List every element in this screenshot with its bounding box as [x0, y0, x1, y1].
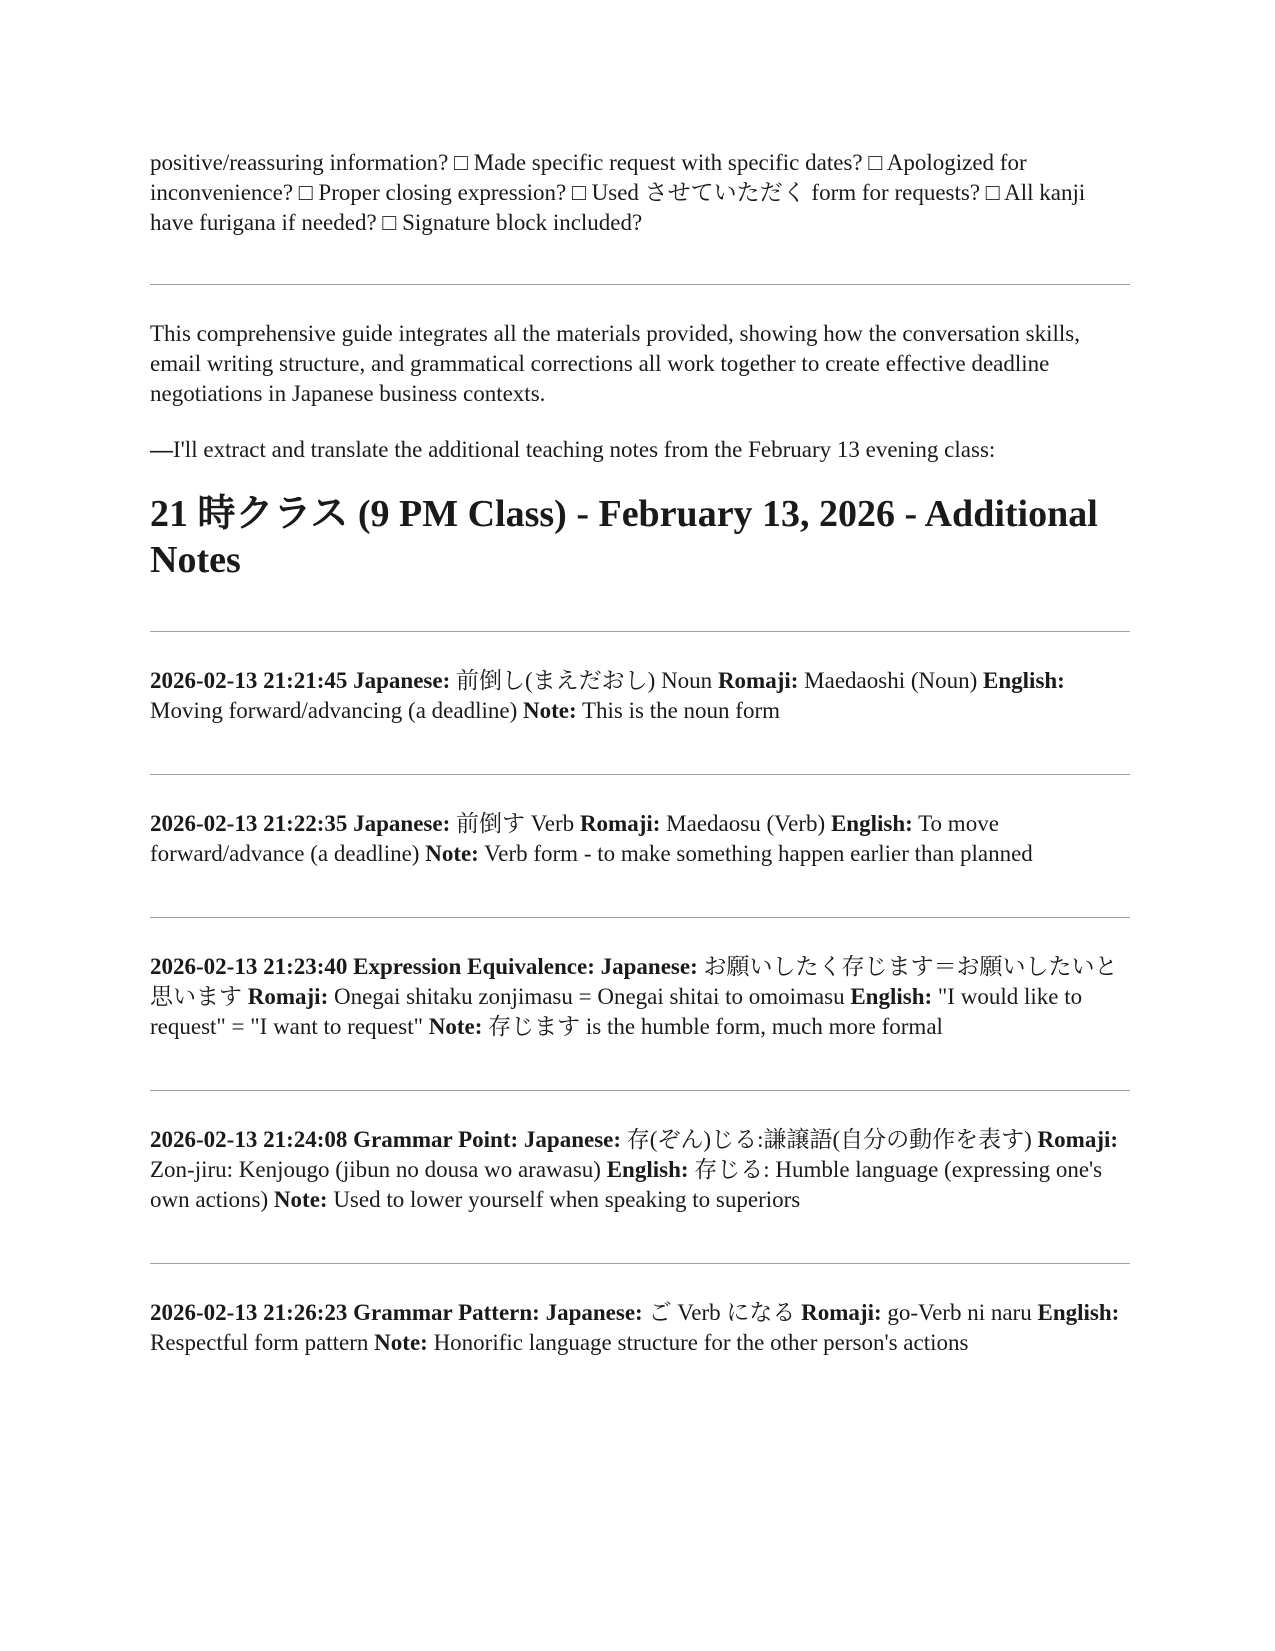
- note-entry: [150, 1125, 1130, 1215]
- entry-japanese: 前倒す Verb: [450, 811, 580, 836]
- romaji-label: Romaji:: [247, 984, 329, 1009]
- checklist-paragraph: positive/reassuring information? □ Made specific request with specific dates? □ Apologized for inconvenience? □ Proper closing expression? □ Used させていただく form for requests? □ All kanji have furigana if needed? □ Signature block included?: [150, 150, 1086, 235]
- entry-english: To move forward/advance (a deadline): [150, 811, 999, 866]
- entry-english: 存じる: Humble language (expressing one's own actions): [150, 1157, 1103, 1212]
- romaji-label: Romaji:: [717, 668, 799, 693]
- document-page: [150, 148, 1130, 1358]
- entry-english: "I would like to request" = "I want to request": [150, 984, 1083, 1039]
- divider: [150, 1090, 1130, 1091]
- entry-japanese: お願いしたく存じます＝お願いしたいと思います: [150, 954, 1118, 1009]
- entry-note: Used to lower yourself when speaking to superiors: [327, 1187, 801, 1212]
- english-label: English:: [850, 984, 933, 1009]
- english-label: English:: [983, 668, 1065, 693]
- entry-timestamp: 2026-02-13 21:22:35 Japanese:: [150, 811, 451, 836]
- entry-japanese: ご Verb になる: [642, 1300, 802, 1325]
- note-entry: [150, 1298, 1130, 1358]
- divider: [150, 284, 1130, 285]
- entry-note: Honorific language structure for the other person's actions: [427, 1330, 969, 1355]
- entry-english: Moving forward/advancing (a deadline): [150, 698, 523, 723]
- em-dash: —: [150, 437, 173, 462]
- entry-timestamp: 2026-02-13 21:24:08 Grammar Point: Japanese:: [150, 1127, 622, 1152]
- divider: [150, 917, 1130, 918]
- entry-romaji: go-Verb ni naru: [881, 1300, 1038, 1325]
- entry-japanese: 前倒し(まえだおし) Noun: [450, 668, 718, 693]
- note-label: Note:: [522, 698, 577, 723]
- note-entry: [150, 809, 1130, 869]
- entry-romaji: Onegai shitaku zonjimasu = Onegai shitai to omoimasu: [328, 984, 851, 1009]
- note-label: Note:: [273, 1187, 328, 1212]
- note-label: Note:: [428, 1014, 483, 1039]
- entry-timestamp: 2026-02-13 21:21:45 Japanese:: [150, 668, 451, 693]
- note-entry: [150, 952, 1130, 1042]
- section-heading: 21 時クラス (9 PM Class) - February 13, 2026 - Additional Notes: [150, 493, 1098, 581]
- note-entry: [150, 666, 1130, 726]
- entry-timestamp: 2026-02-13 21:26:23 Grammar Pattern: Japanese:: [150, 1300, 643, 1325]
- note-label: Note:: [425, 841, 479, 866]
- romaji-label: Romaji:: [579, 811, 661, 836]
- english-label: English:: [830, 811, 913, 836]
- intro-paragraph: [150, 435, 1130, 465]
- entry-romaji: Maedaosu (Verb): [660, 811, 831, 836]
- entry-timestamp: 2026-02-13 21:23:40 Expression Equivalence: Japanese:: [150, 954, 698, 979]
- romaji-label: Romaji:: [1037, 1127, 1119, 1152]
- summary-paragraph: This comprehensive guide integrates all the materials provided, showing how the conversation skills, email writing structure, and grammatical corrections all work together to create effective deadline negotiations in Japanese business contexts.: [150, 321, 1081, 406]
- english-label: English:: [1037, 1300, 1120, 1325]
- note-label: Note:: [374, 1330, 428, 1355]
- entry-note: This is the noun form: [576, 698, 780, 723]
- divider: [150, 1263, 1130, 1264]
- divider: [150, 631, 1130, 632]
- divider: [150, 774, 1130, 775]
- entry-romaji: Zon-jiru: Kenjougo (jibun no dousa wo arawasu): [150, 1157, 607, 1182]
- entry-note: Verb form - to make something happen earlier than planned: [478, 841, 1033, 866]
- romaji-label: Romaji:: [801, 1300, 882, 1325]
- entry-japanese: 存(ぞん)じる:謙譲語(自分の動作を表す): [621, 1127, 1038, 1152]
- intro-text: I'll extract and translate the additional teaching notes from the February 13 evening class:: [173, 437, 996, 462]
- entry-note: 存じます is the humble form, much more formal: [482, 1014, 943, 1039]
- entry-english: Respectful form pattern: [150, 1330, 375, 1355]
- entry-romaji: Maedaoshi (Noun): [798, 668, 984, 693]
- english-label: English:: [606, 1157, 689, 1182]
